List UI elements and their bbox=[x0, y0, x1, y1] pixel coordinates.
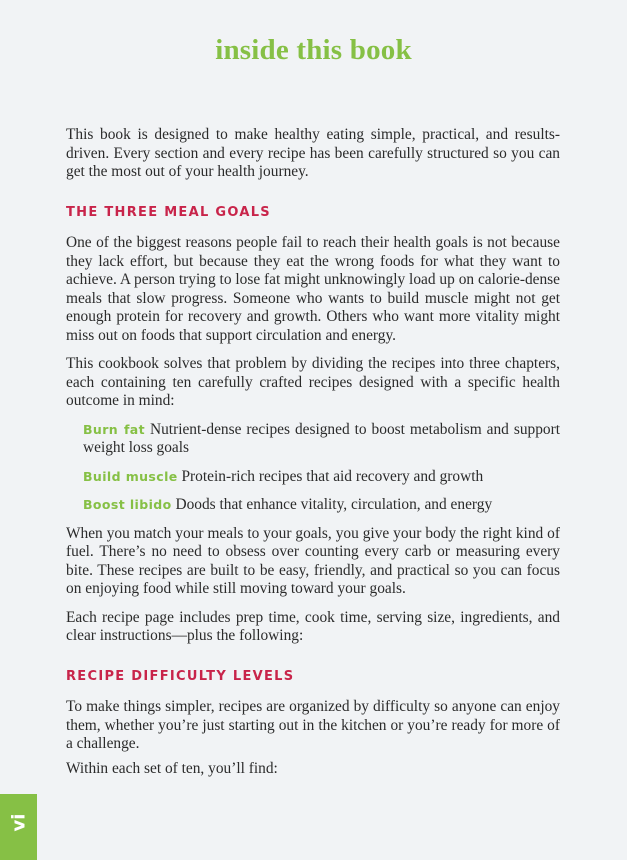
goal-item-boost-libido bbox=[83, 496, 560, 515]
goal-item-burn-fat bbox=[83, 421, 560, 458]
body-paragraph: Each recipe page includes prep time, cook time, serving size, ingredients, and clear instructions—plus the following: bbox=[66, 608, 560, 644]
goal-name: Boost libido bbox=[83, 497, 172, 512]
page-content bbox=[66, 126, 560, 788]
body-paragraph: This cookbook solves that problem by dividing the recipes into three chapters, each containing ten carefully crafted recipes designed with a specific health outcome in mind: bbox=[66, 355, 560, 409]
body-paragraph: When you match your meals to your goals, you give your body the right kind of fuel. There’s no need to obsess over counting every carb or measuring every bite. These recipes are built to be easy, friendly, and practical so you can focus on enjoying food while still moving toward your goals. bbox=[66, 524, 560, 597]
goal-item-build-muscle bbox=[83, 468, 560, 487]
page-number: vi bbox=[8, 813, 30, 832]
goal-description: Protein-rich recipes that aid recovery and growth bbox=[177, 467, 484, 485]
page-number-tab bbox=[0, 794, 37, 860]
page-title: inside this book bbox=[215, 34, 412, 66]
body-paragraph: To make things simpler, recipes are organized by difficulty so anyone can enjoy them, whether you’re just starting out in the kitchen or you’re ready for more of a challenge. bbox=[66, 698, 560, 752]
goal-name: Build muscle bbox=[83, 468, 178, 484]
goal-description: Nutrient-dense recipes designed to boost metabolism and support weight loss goals bbox=[83, 420, 561, 456]
goal-list bbox=[83, 421, 560, 515]
intro-paragraph: This book is designed to make healthy eating simple, practical, and results-driven. Every section and every recipe has been carefully structured so you can get the most out of your health journey. bbox=[66, 126, 560, 180]
goal-name: Burn fat bbox=[83, 421, 146, 437]
body-paragraph: One of the biggest reasons people fail to reach their health goals is not because they lack effort, but because they eat the wrong foods for what they want to achieve. A person trying to lose fat might unknowingly load up on calorie-dense meals that slow progress. Someone who wants to build muscle might not get enough protein for recovery and growth. Others who want more vitality might miss out on foods that support circulation and energy. bbox=[66, 234, 560, 344]
section-heading-difficulty-levels: RECIPE DIFFICULTY LEVELS bbox=[66, 668, 295, 684]
body-paragraph: Within each set of ten, you’ll find: bbox=[66, 759, 278, 777]
goal-description: Doods that enhance vitality, circulation, and energy bbox=[171, 496, 493, 513]
section-heading-meal-goals: THE THREE MEAL GOALS bbox=[66, 204, 271, 220]
